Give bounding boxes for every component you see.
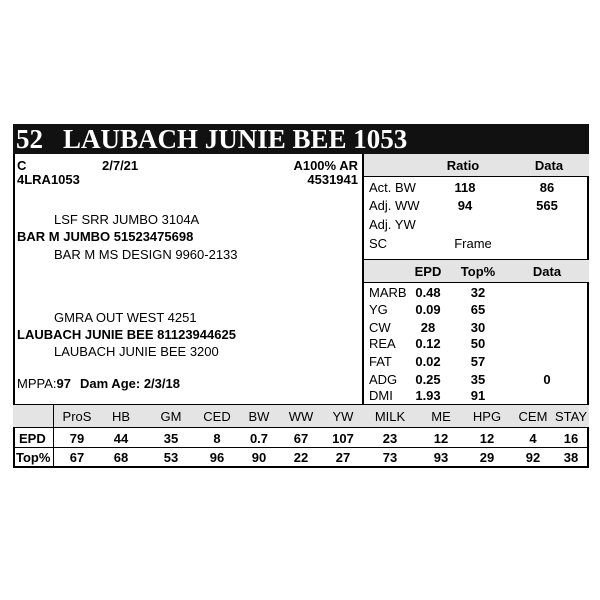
- tattoo: 4LRA1053: [17, 172, 80, 187]
- top-value: 27: [335, 450, 351, 465]
- sire-sire: LSF SRR JUMBO 3104A: [54, 212, 200, 227]
- epd-value: 4: [529, 431, 537, 446]
- carcass-top: 57: [470, 354, 486, 369]
- carcass-epd: 0.09: [415, 302, 441, 317]
- dam-age-label: Dam Age:: [80, 376, 141, 391]
- epd-value: 23: [382, 431, 398, 446]
- data-header: Data: [534, 158, 564, 173]
- top-value: 93: [433, 450, 449, 465]
- perf-data: 565: [536, 198, 558, 213]
- top-row-label: Top%: [16, 450, 51, 465]
- dam-sire: GMRA OUT WEST 4251: [54, 310, 197, 325]
- carcass-top: 91: [470, 388, 486, 403]
- dam-age: [80, 376, 180, 391]
- perf-label: Act. BW: [369, 180, 416, 195]
- carcass-label: CW: [369, 320, 391, 335]
- col-header: ME: [431, 409, 451, 424]
- epd-value: 35: [163, 431, 179, 446]
- dam-dam: LAUBACH JUNIE BEE 3200: [54, 344, 219, 359]
- registration-number: 4531941: [307, 172, 358, 187]
- epd-header: EPD: [414, 264, 442, 279]
- carcass-top: 65: [470, 302, 486, 317]
- epd-value: 16: [563, 431, 579, 446]
- breed-percent: A100% AR: [293, 158, 358, 173]
- carcass-label: DMI: [369, 388, 393, 403]
- epd-value: 8: [213, 431, 221, 446]
- lot-name: LAUBACH JUNIE BEE 1053: [63, 124, 408, 154]
- dam-age-value: 2/3/18: [143, 376, 180, 391]
- col-header: WW: [288, 409, 314, 424]
- mppa-label: MPPA:: [17, 376, 57, 391]
- carcass-epd: 0.02: [415, 354, 441, 369]
- top-value: 96: [209, 450, 225, 465]
- epd-row-label: EPD: [19, 431, 46, 446]
- carcass-epd: 0.48: [415, 285, 441, 300]
- carcass-epd: 0.12: [415, 336, 441, 351]
- top-value: 22: [293, 450, 309, 465]
- col-header: MILK: [374, 409, 406, 424]
- animal-category: C: [17, 158, 27, 173]
- top-value: 90: [251, 450, 267, 465]
- perf-ratio: 94: [457, 198, 473, 213]
- col-header: GM: [160, 409, 182, 424]
- carcass-epd: 0.25: [415, 372, 441, 387]
- top-value: 67: [69, 450, 85, 465]
- carcass-top: 32: [470, 285, 486, 300]
- perf-label: Adj. WW: [369, 198, 420, 213]
- col-header: CEM: [518, 409, 548, 424]
- epd-value: 0.7: [249, 431, 269, 446]
- carcass-data: 0: [543, 372, 551, 387]
- perf-data: 86: [539, 180, 555, 195]
- top-value: 73: [382, 450, 398, 465]
- epd-value: 12: [479, 431, 495, 446]
- carcass-epd: 28: [420, 320, 436, 335]
- carcass-top: 50: [470, 336, 486, 351]
- top-value: 68: [113, 450, 129, 465]
- epd-value: 79: [69, 431, 85, 446]
- carcass-label: FAT: [369, 354, 392, 369]
- carcass-top: 35: [470, 372, 486, 387]
- mppa: [17, 376, 71, 391]
- carcass-label: MARB: [369, 285, 407, 300]
- divider: [364, 282, 589, 283]
- epd-value: 107: [332, 431, 354, 446]
- divider: [364, 176, 589, 177]
- top-value: 29: [479, 450, 495, 465]
- col-header: ProS: [62, 409, 92, 424]
- carcass-epd: 1.93: [415, 388, 441, 403]
- col-header: HB: [111, 409, 131, 424]
- perf-label: Adj. YW: [369, 217, 416, 232]
- sire: BAR M JUMBO 51523475698: [17, 229, 194, 244]
- divider: [53, 405, 54, 467]
- carcass-data-header: Data: [532, 264, 562, 279]
- carcass-label: YG: [369, 302, 388, 317]
- epd-value: 67: [293, 431, 309, 446]
- carcass-label: REA: [369, 336, 396, 351]
- top-value: 92: [525, 450, 541, 465]
- frame-label: Frame: [454, 236, 492, 251]
- lot-number: 52: [16, 124, 43, 154]
- sire-dam: BAR M MS DESIGN 9960-2133: [54, 247, 238, 262]
- col-header: YW: [332, 409, 354, 424]
- perf-label: SC: [369, 236, 388, 251]
- col-header: STAY: [554, 409, 588, 424]
- divider: [13, 447, 589, 448]
- epd-value: 12: [433, 431, 449, 446]
- top-value: 53: [163, 450, 179, 465]
- perf-ratio: 118: [454, 180, 476, 195]
- dam: LAUBACH JUNIE BEE 81123944625: [17, 327, 236, 342]
- epd-value: 44: [113, 431, 129, 446]
- col-header: CED: [203, 409, 231, 424]
- mppa-value: 97: [56, 376, 71, 391]
- top-value: 38: [563, 450, 579, 465]
- carcass-top: 30: [470, 320, 486, 335]
- carcass-label: ADG: [369, 372, 398, 387]
- divider: [13, 427, 589, 428]
- col-header: BW: [248, 409, 270, 424]
- lot-title-bar: [13, 124, 589, 154]
- birth-date: 2/7/21: [102, 158, 139, 173]
- top-header: Top%: [460, 264, 496, 279]
- col-header: HPG: [472, 409, 502, 424]
- ratio-header: Ratio: [446, 158, 480, 173]
